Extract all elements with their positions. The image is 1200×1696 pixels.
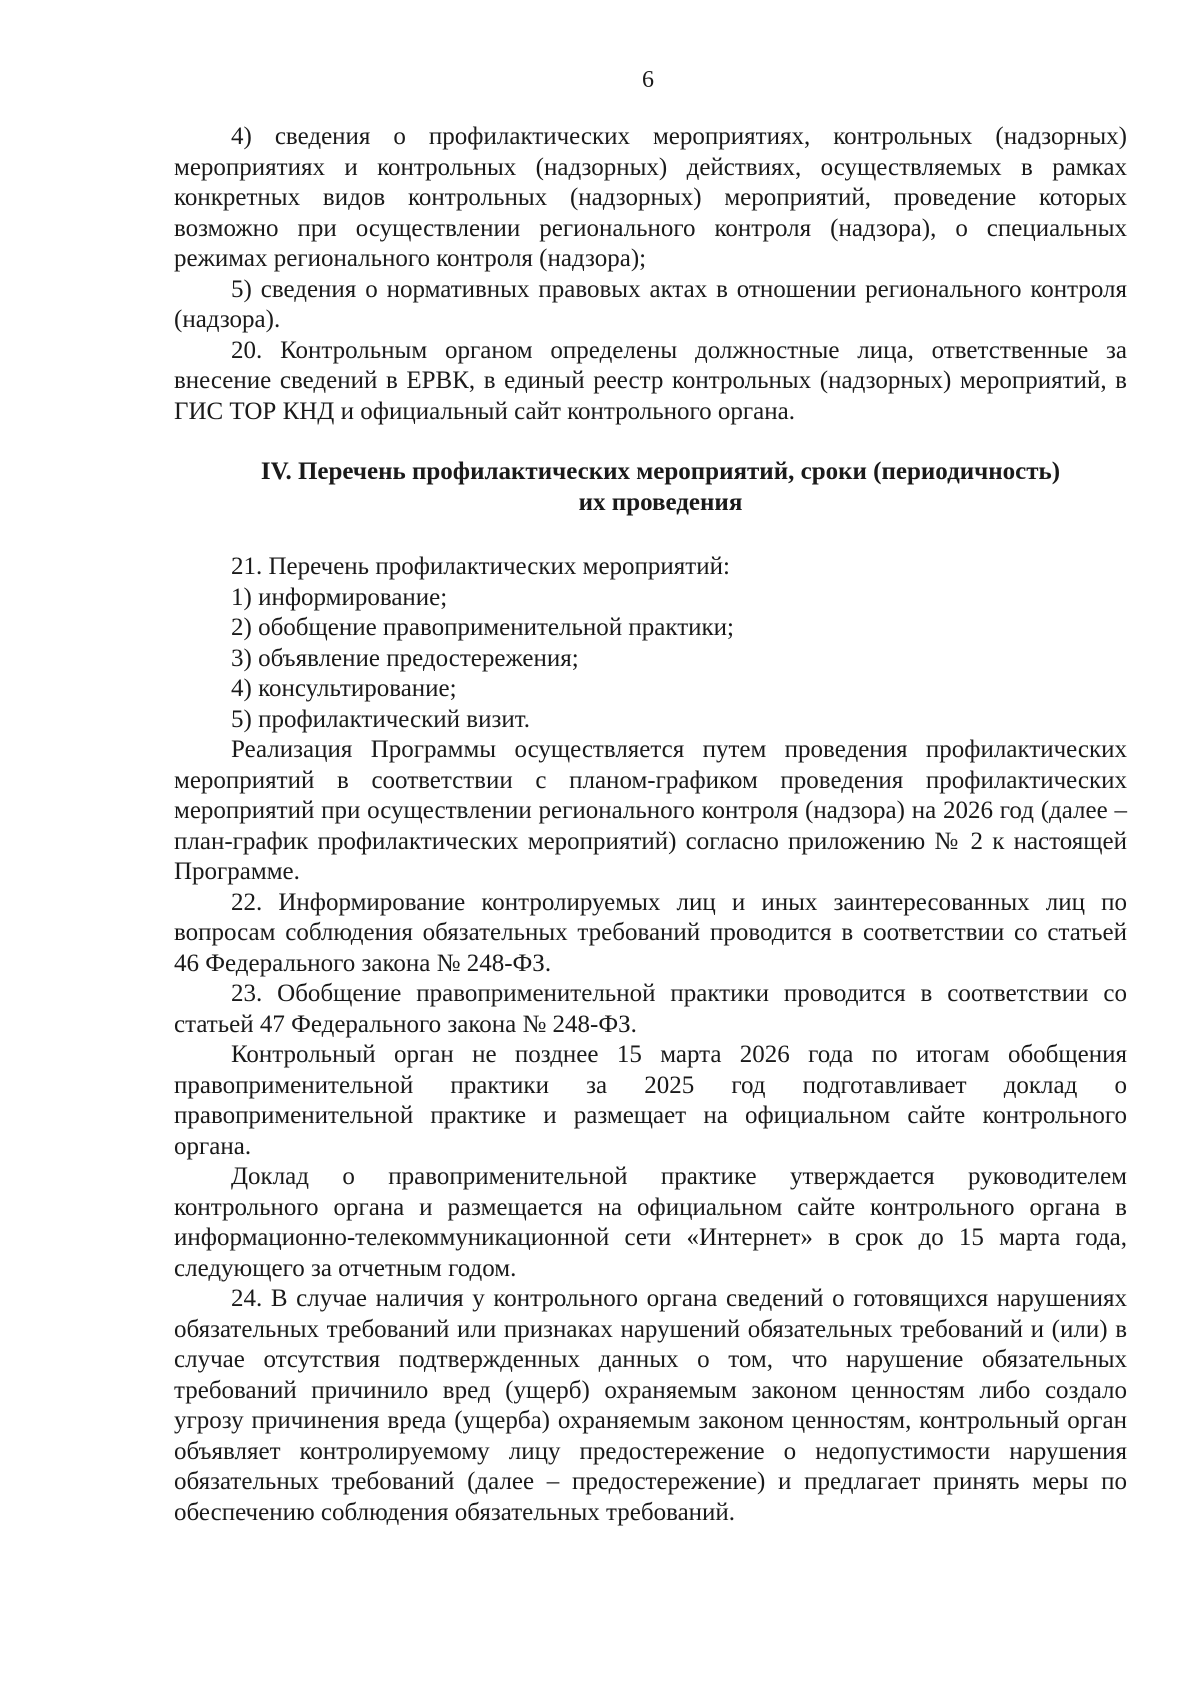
heading-spacer-top (174, 427, 1127, 457)
paragraph-22-informing: 22. Информирование контролируемых лиц и иных заинтересованных лиц по вопросам соблюдения обязательных требований проводится в соответствии со статьей 46 Федерального закона № 248-ФЗ. (174, 888, 1127, 977)
document-body (174, 122, 1127, 1528)
section-heading (174, 457, 1127, 518)
list-item: 5) профилактический визит. (231, 705, 530, 733)
paragraph-23-generalization: 23. Обобщение правоприменительной практики проводится в соответствии со статьей 47 Федерального закона № 248-ФЗ. (174, 980, 1127, 1038)
section-heading-line2: их проведения (578, 488, 743, 516)
paragraph-21-list-intro: 21. Перечень профилактических мероприятий: (231, 553, 730, 580)
paragraph-report-deadline: Контрольный орган не позднее 15 марта 2026 года по итогам обобщения правоприменительной практики за 2025 год подготавливает доклад о правоприменительной практике и размещает на официальном сайте контрольного органа. (174, 1041, 1127, 1160)
paragraph-20-officials: 20. Контрольным органом определены должностные лица, ответственные за внесение сведений в ЕРВК, в единый реестр контрольных (надзорных) мероприятий, в ГИС ТОР КНД и официальный сайт контрольного органа. (174, 336, 1127, 425)
list-item: 1) информирование; (231, 583, 448, 611)
paragraph-item-5-legal-acts: 5) сведения о нормативных правовых актах в отношении регионального контроля (надзора). (174, 275, 1127, 333)
list-item: 2) обобщение правоприменительной практики; (231, 614, 734, 641)
heading-spacer-bottom (174, 518, 1127, 552)
paragraph-program-implementation: Реализация Программы осуществляется путем проведения профилактических мероприятий в соответствии с планом-графиком проведения профилактических мероприятий при осуществлении регионального контроля (надзора) на 2026 год (далее – план-график профилактических мероприятий) согласно приложению № 2 к настоящей Программе. (174, 736, 1127, 885)
page-number: 6 (642, 67, 654, 93)
paragraph-report-approval: Доклад о правоприменительной практике утверждается руководителем контрольного органа и размещается на официальном сайте контрольного органа в информационно-телекоммуникационной сети «Интернет» в срок до 15 марта года, следующего за отчетным годом. (174, 1163, 1127, 1282)
paragraph-24-warning: 24. В случае наличия у контрольного органа сведений о готовящихся нарушениях обязательных требований или признаках нарушений обязательных требований и (или) в случае отсутствия подтвержденных данных о том, что нарушение обязательных требований причинило вред (ущерб) охраняемым законом ценностям либо создало угрозу причинения вреда (ущерба) охраняемым законом ценностям, контрольный орган объявляет контролируемому лицу предостережение о недопустимости нарушения обязательных требований (далее – предостережение) и предлагает принять меры по обеспечению соблюдения обязательных требований. (174, 1285, 1127, 1526)
paragraph-item-4-info: 4) сведения о профилактических мероприятиях, контрольных (надзорных) мероприятиях и контрольных (надзорных) действиях, осуществляемых в рамках конкретных видов контрольных (надзорных) мероприятий, проведение которых возможно при осуществлении регионального контроля (надзора), о специальных режимах регионального контроля (надзора); (174, 123, 1127, 272)
list-item: 4) консультирование; (231, 675, 457, 702)
list-item: 3) объявление предостережения; (231, 644, 579, 672)
section-heading-line1: IV. Перечень профилактических мероприятий, сроки (периодичность) (260, 458, 1061, 485)
